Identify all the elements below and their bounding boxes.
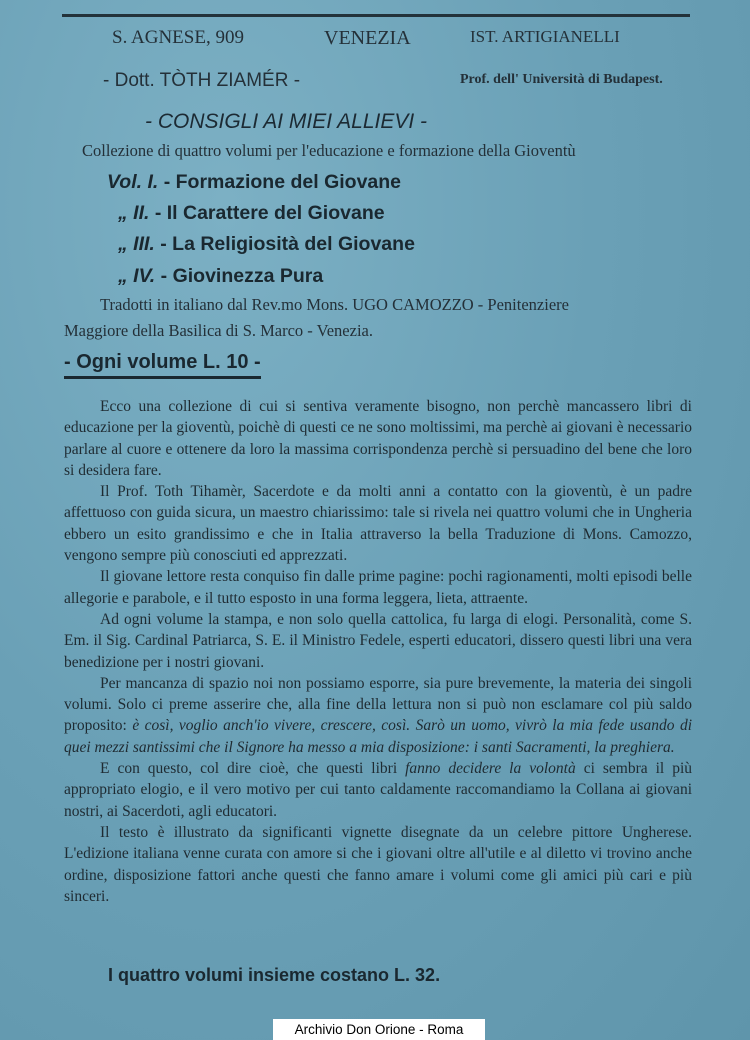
paragraph-1: Ecco una collezione di cui si sentiva veramente bisogno, non perchè mancassero libri di educazione per la gioventù, poichè di questi ce ne sono moltissimi, ma perchè ai giovani è necessario parlare al cuore e ottenere da loro la massima corrispondenza perchè si persuadino del bene che loro si desidera fare.: [64, 398, 692, 479]
body-text: [64, 396, 692, 907]
volume-title: - La Religiosità del Giovane: [160, 233, 415, 255]
price-per-volume: - Ogni volume L. 10 -: [64, 351, 261, 379]
translator-line-2: Maggiore della Basilica di S. Marco - Venezia.: [64, 321, 373, 340]
paragraph-3: Il giovane lettore resta conquiso fin dalle prime pagine: pochi ragionamenti, molti episodi belle allegorie e parabole, e il tutto esposto in una forma leggera, lieta, attraente.: [64, 568, 692, 607]
header-city: VENEZIA: [324, 27, 411, 49]
paragraph-6: [64, 758, 692, 822]
header-institute: IST. ARTIGIANELLI: [470, 27, 620, 46]
collection-description: Collezione di quattro volumi per l'educazione e formazione della Gioventù: [82, 141, 576, 160]
paragraph-6-a: E con questo, col dire cioè, che questi libri: [100, 760, 398, 778]
paragraph-4: Ad ogni volume la stampa, e non solo quella cattolica, fu larga di elogi. Personalità, come S. Em. il Sig. Cardinal Patriarca, S. E. il Ministro Fedele, esperti educatori, dissero questi libri una vera benedizione per i nostri giovani.: [64, 610, 692, 671]
translator-note: [64, 292, 694, 344]
archive-watermark: Archivio Don Orione - Roma: [273, 1019, 485, 1040]
paragraph-2: Il Prof. Toth Tihamèr, Sacerdote e da molti anni a contatto con la gioventù, è un padre affettuoso con guida sicura, un maestro chiarissimo: tale si rivela nei quattro volumi che in Ungheria ebbero un esito grandissimo e che in Italia attraverso la bella Traduzione di Mons. Camozzo, vengono sempre più conosciuti ed apprezzati.: [64, 483, 692, 565]
publisher-header: [112, 27, 652, 53]
bundle-price: I quattro volumi insieme costano L. 32.: [108, 965, 441, 985]
paragraph-6-italic: fanno decidere la volontà: [405, 760, 576, 778]
volume-title: - Il Carattere del Giovane: [154, 202, 385, 224]
author-affiliation: Prof. dell' Università di Budapest.: [460, 72, 663, 87]
volume-2: [118, 202, 385, 225]
quote-text: è così, voglio anch'io vivere, crescere, così. Sarò un uomo, vivrò la mia fede usando di quei mezzi santissimi che il Signore ha messo a mia disposizione: i santi Sacramenti, la preghiera.: [64, 717, 693, 756]
volume-number: „ III.: [118, 233, 155, 255]
volume-number: „ II.: [118, 202, 150, 224]
paragraph-7: Il testo è illustrato da significanti vignette disegnate da un celebre pittore Ungherese. L'edizione italiana venne curata con amore si che i giovani oltre all'utile e al diletto vi trovino anche ordine, disposizione fattori anche questi che fanno amare i volumi come gli amici più cari e più sinceri.: [64, 823, 692, 905]
volume-number: Vol. I.: [107, 171, 159, 193]
series-title: - CONSIGLI AI MIEI ALLIEVI -: [145, 110, 428, 133]
top-rule: [62, 14, 690, 17]
volume-3: [118, 233, 415, 256]
volume-1: [107, 171, 401, 194]
volume-number: „ IV.: [118, 265, 156, 287]
volume-title: - Formazione del Giovane: [163, 171, 402, 193]
paragraph-5-text: Per mancanza di spazio noi non possiamo esporre, sia pure brevemente, la materia dei singoli volumi. Solo ci preme asserire che, alla fine della lettura non si può non esclamare col più saldo proposito:: [64, 674, 692, 735]
paragraph-6-b: ci sembra il più appropriato elogio, e il vero motivo per cui tanto caldamente raccomandiamo la Collana ai giovani nostri, ai Sacerdoti, agli educatori.: [64, 760, 693, 820]
volume-4: [118, 265, 323, 288]
translator-line-1: Tradotti in italiano dal Rev.mo Mons. UGO CAMOZZO - Penitenziere: [100, 295, 569, 314]
header-address: S. AGNESE, 909: [112, 27, 244, 48]
volume-title: - Giovinezza Pura: [160, 265, 324, 287]
author-name: - Dott. TÒTH ZIAMÉR -: [103, 70, 301, 91]
paragraph-5: [64, 673, 692, 758]
